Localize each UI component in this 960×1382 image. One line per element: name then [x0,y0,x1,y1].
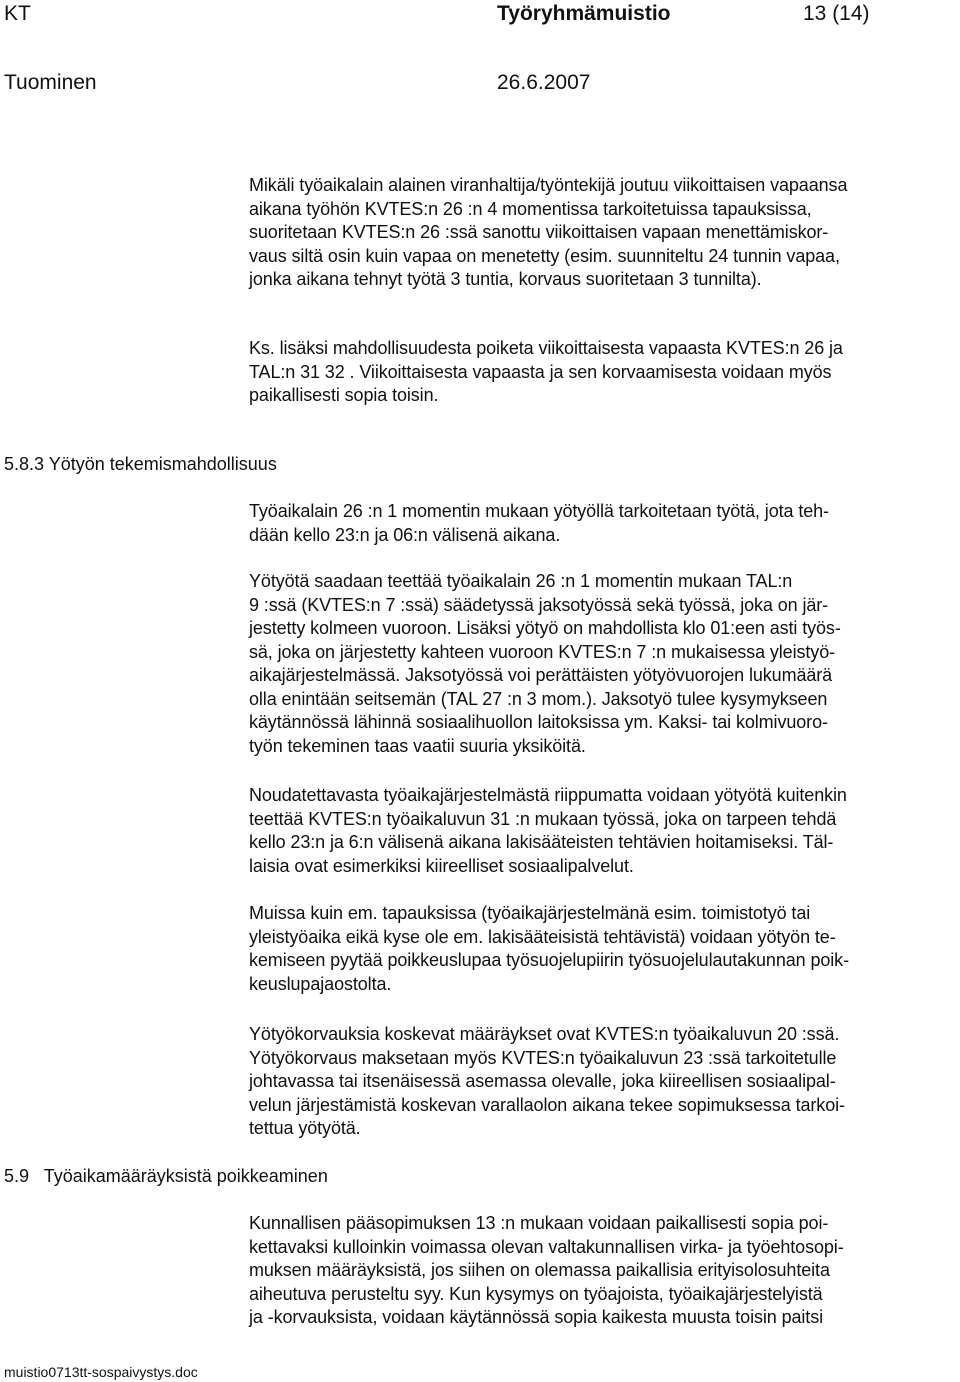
text-line: yleistyöaika eikä kyse ole em. lakisääteisistä tehtävistä) voidaan yötyön te- [249,926,836,947]
text-line: paikallisesti sopia toisin. [249,385,439,405]
text-line: 9 :ssä (KVTES:n 7 :ssä) säädetyssä jaksotyössä sekä työssä, joka on jär- [249,594,829,615]
text-line: TAL:n 31 32 . Viikoittaisesta vapaasta ja sen korvaamisesta voidaan myös [249,361,832,382]
text-line: Mikäli työaikalain alainen viranhaltija/työntekijä joutuu viikoittaisen vapaansa [249,175,848,195]
text-line: velun järjestämistä koskevan varallaolon aikana tekee sopimuksessa tarkoi- [249,1094,845,1115]
document-date: 26.6.2007 [497,71,591,94]
text-line: tettua yötyötä. [249,1118,361,1138]
paragraph [249,570,960,758]
text-line: Noudatettavasta työaikajärjestelmästä riippumatta voidaan yötyötä kuitenkin [249,785,847,805]
page-number: 13 (14) [803,2,870,25]
paragraph [249,1023,960,1141]
paragraph [249,500,960,547]
section-heading-5-8-3: 5.8.3 Yötyön tekemismahdollisuus [4,454,277,474]
section-heading-5-9: 5.9 Työaikamääräyksistä poikkeaminen [4,1166,328,1186]
text-line: Ks. lisäksi mahdollisuudesta poiketa viikoittaisesta vapaasta KVTES:n 26 ja [249,338,843,358]
text-line: aikana työhön KVTES:n 26 :n 4 momentissa tarkoitetuissa tapauksissa, [249,198,812,219]
text-line: kettavaksi kulloinkin voimassa olevan valtakunnallisen virka- ja työehtosopi- [249,1236,844,1257]
text-line: laisia ovat esimerkiksi kiireelliset sosiaalipalvelut. [249,855,634,876]
text-line: aiheutuva perusteltu syy. Kun kysymys on työajoista, työaikajärjestelyistä [249,1283,823,1304]
text-line: kemiseen pyytää poikkeuslupaa työsuojelupiirin työsuojelulautakunnan poik- [249,950,849,970]
document-title: Työryhmämuistio [497,2,671,25]
text-line: aikajärjestelmässä. Jaksotyössä voi perättäisten yötyövuorojen lukumäärä [249,665,833,685]
text-line: sä, joka on järjestetty kahteen vuoroon KVTES:n 7 :n mukaisessa yleistyö- [249,641,835,662]
text-line: olla enintään seitsemän (TAL 27 :n 3 mom.). Jaksotyö tulee kysymykseen [249,688,828,709]
paragraph [249,784,960,878]
text-line: Yötyötä saadaan teettää työaikalain 26 :n 1 momentin mukaan TAL:n [249,571,793,591]
author: Tuominen [4,71,97,94]
text-line: Työaikalain 26 :n 1 momentin mukaan yötyöllä tarkoitetaan työtä, jota teh- [249,501,829,521]
text-line: vaus siltä osin kuin vapaa on menetetty (esim. suunniteltu 24 tunnin vapaa, [249,245,840,266]
text-line: jestetty kolmeen vuoroon. Lisäksi yötyö on mahdollista klo 01:een asti työs- [249,618,841,638]
paragraph [249,174,960,292]
paragraph [249,1212,960,1330]
text-line: käytännössä lähinnä sosiaalihuollon laitoksissa ym. Kaksi- tai kolmivuoro- [249,712,828,732]
text-line: suoritetaan KVTES:n 26 :ssä sanottu viikoittaisen vapaan menettämiskor- [249,222,829,242]
text-line: dään kello 23:n ja 06:n välisenä aikana. [249,524,561,545]
paragraph [249,902,960,996]
header-org: KT [4,2,31,25]
text-line: Yötyökorvauksia koskevat määräykset ovat KVTES:n työaikaluvun 20 :ssä. [249,1024,840,1044]
paragraph [249,337,960,408]
text-line: kello 23:n ja 6:n välisenä aikana lakisääteisten tehtävien hoitamiseksi. Täl- [249,832,834,852]
text-line: ja -korvauksista, voidaan käytännössä sopia kaikesta muusta toisin paitsi [249,1307,824,1327]
footer-filename: muistio0713tt-sospaivystys.doc [4,1364,198,1380]
text-line: jonka aikana tehnyt työtä 3 tuntia, korvaus suoritetaan 3 tunnilta). [249,269,762,289]
text-line: Yötyökorvaus maksetaan myös KVTES:n työaikaluvun 23 :ssä tarkoitetulle [249,1047,837,1068]
text-line: johtavassa tai itsenäisessä asemassa olevalle, joka kiireellisen sosiaalipal- [249,1071,836,1091]
text-line: työn tekeminen taas vaatii suuria yksiköitä. [249,735,586,756]
text-line: Kunnallisen pääsopimuksen 13 :n mukaan voidaan paikallisesti sopia poi- [249,1213,829,1233]
text-line: Muissa kuin em. tapauksissa (työaikajärjestelmänä esim. toimistotyö tai [249,903,811,923]
text-line: muksen määräyksistä, jos siihen on olemassa paikallisia erityisolosuhteita [249,1260,830,1280]
text-line: keuslupajaostolta. [249,973,392,994]
text-line: teettää KVTES:n työaikaluvun 31 :n mukaan työssä, joka on tarpeen tehdä [249,808,837,829]
